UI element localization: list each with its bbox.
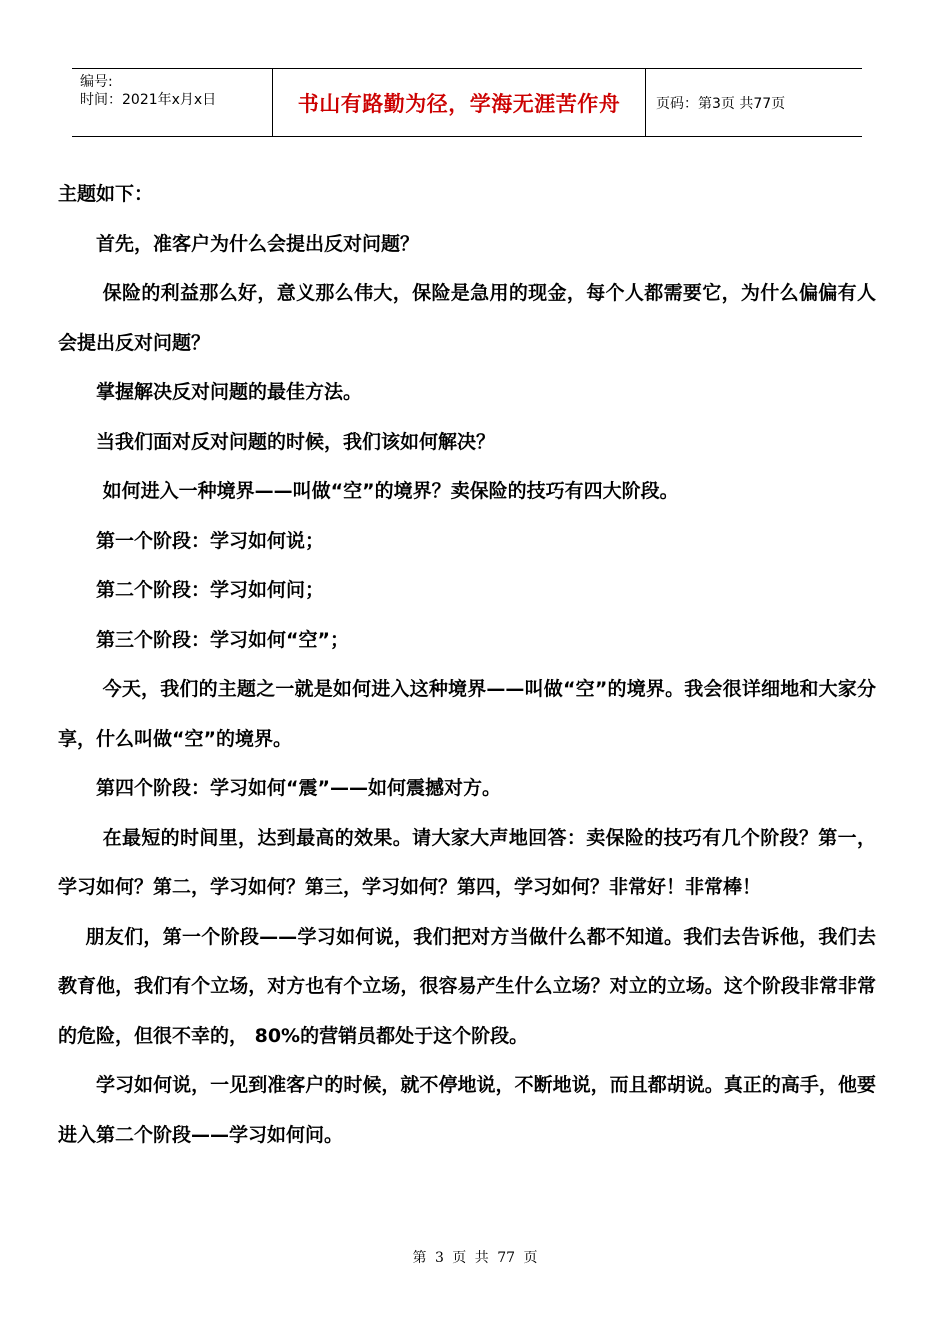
header-page-info: 页码：第3页 共77页 [656, 95, 786, 112]
paragraph: 主题如下： [58, 183, 154, 205]
paragraph: 首先，准客户为什么会提出反对问题？ [96, 232, 420, 255]
paragraph: 第四个阶段：学习如何“震”——如何震撼对方。 [96, 777, 501, 799]
paragraph: 第一个阶段：学习如何说； [96, 529, 325, 552]
paragraph: 第三个阶段：学习如何“空”； [96, 628, 349, 651]
document-date: 时间：2021年x月x日 [80, 92, 217, 108]
header-motto: 书山有路勤为径，学海无涯苦作舟 [272, 69, 646, 136]
page-footer: 第 3 页 共 77 页 [412, 1250, 538, 1266]
paragraph: 朋友们，第一个阶段——学习如何说，我们把对方当做什么都不知道。我们去告诉他，我们去教育他，我们有个立场，对方也有个立场，很容易产生什么立场？对立的立场。这个阶段非常非常的危险，但很不幸的， 80%的营销员都处于这个阶段。 [58, 925, 876, 1047]
paragraph: 在最短的时间里，达到最高的效果。请大家大声地回答：卖保险的技巧有几个阶段？第一，学习如何？第二，学习如何？第三，学习如何？第四，学习如何？非常好！非常棒！ [58, 826, 876, 898]
paragraph: 如何进入一种境界——叫做“空”的境界？卖保险的技巧有四大阶段。 [102, 480, 679, 502]
page-header [72, 68, 862, 137]
paragraph: 当我们面对反对问题的时候，我们该如何解决？ [96, 430, 496, 453]
paragraph: 第二个阶段：学习如何问； [96, 579, 325, 601]
paragraph: 保险的利益那么好，意义那么伟大，保险是急用的现金，每个人都需要它，为什么偏偏有人会提出反对问题？ [58, 282, 876, 354]
header-meta [72, 69, 272, 136]
paragraph: 掌握解决反对问题的最佳方法。 [96, 381, 363, 403]
document-body [58, 170, 876, 1160]
document-number: 编号: [80, 74, 113, 90]
paragraph: 学习如何说，一见到准客户的时候，就不停地说，不断地说，而且都胡说。真正的高手，他要进入第二个阶段——学习如何问。 [58, 1074, 876, 1146]
paragraph: 今天，我们的主题之一就是如何进入这种境界——叫做“空”的境界。我会很详细地和大家分享，什么叫做“空”的境界。 [58, 678, 876, 750]
